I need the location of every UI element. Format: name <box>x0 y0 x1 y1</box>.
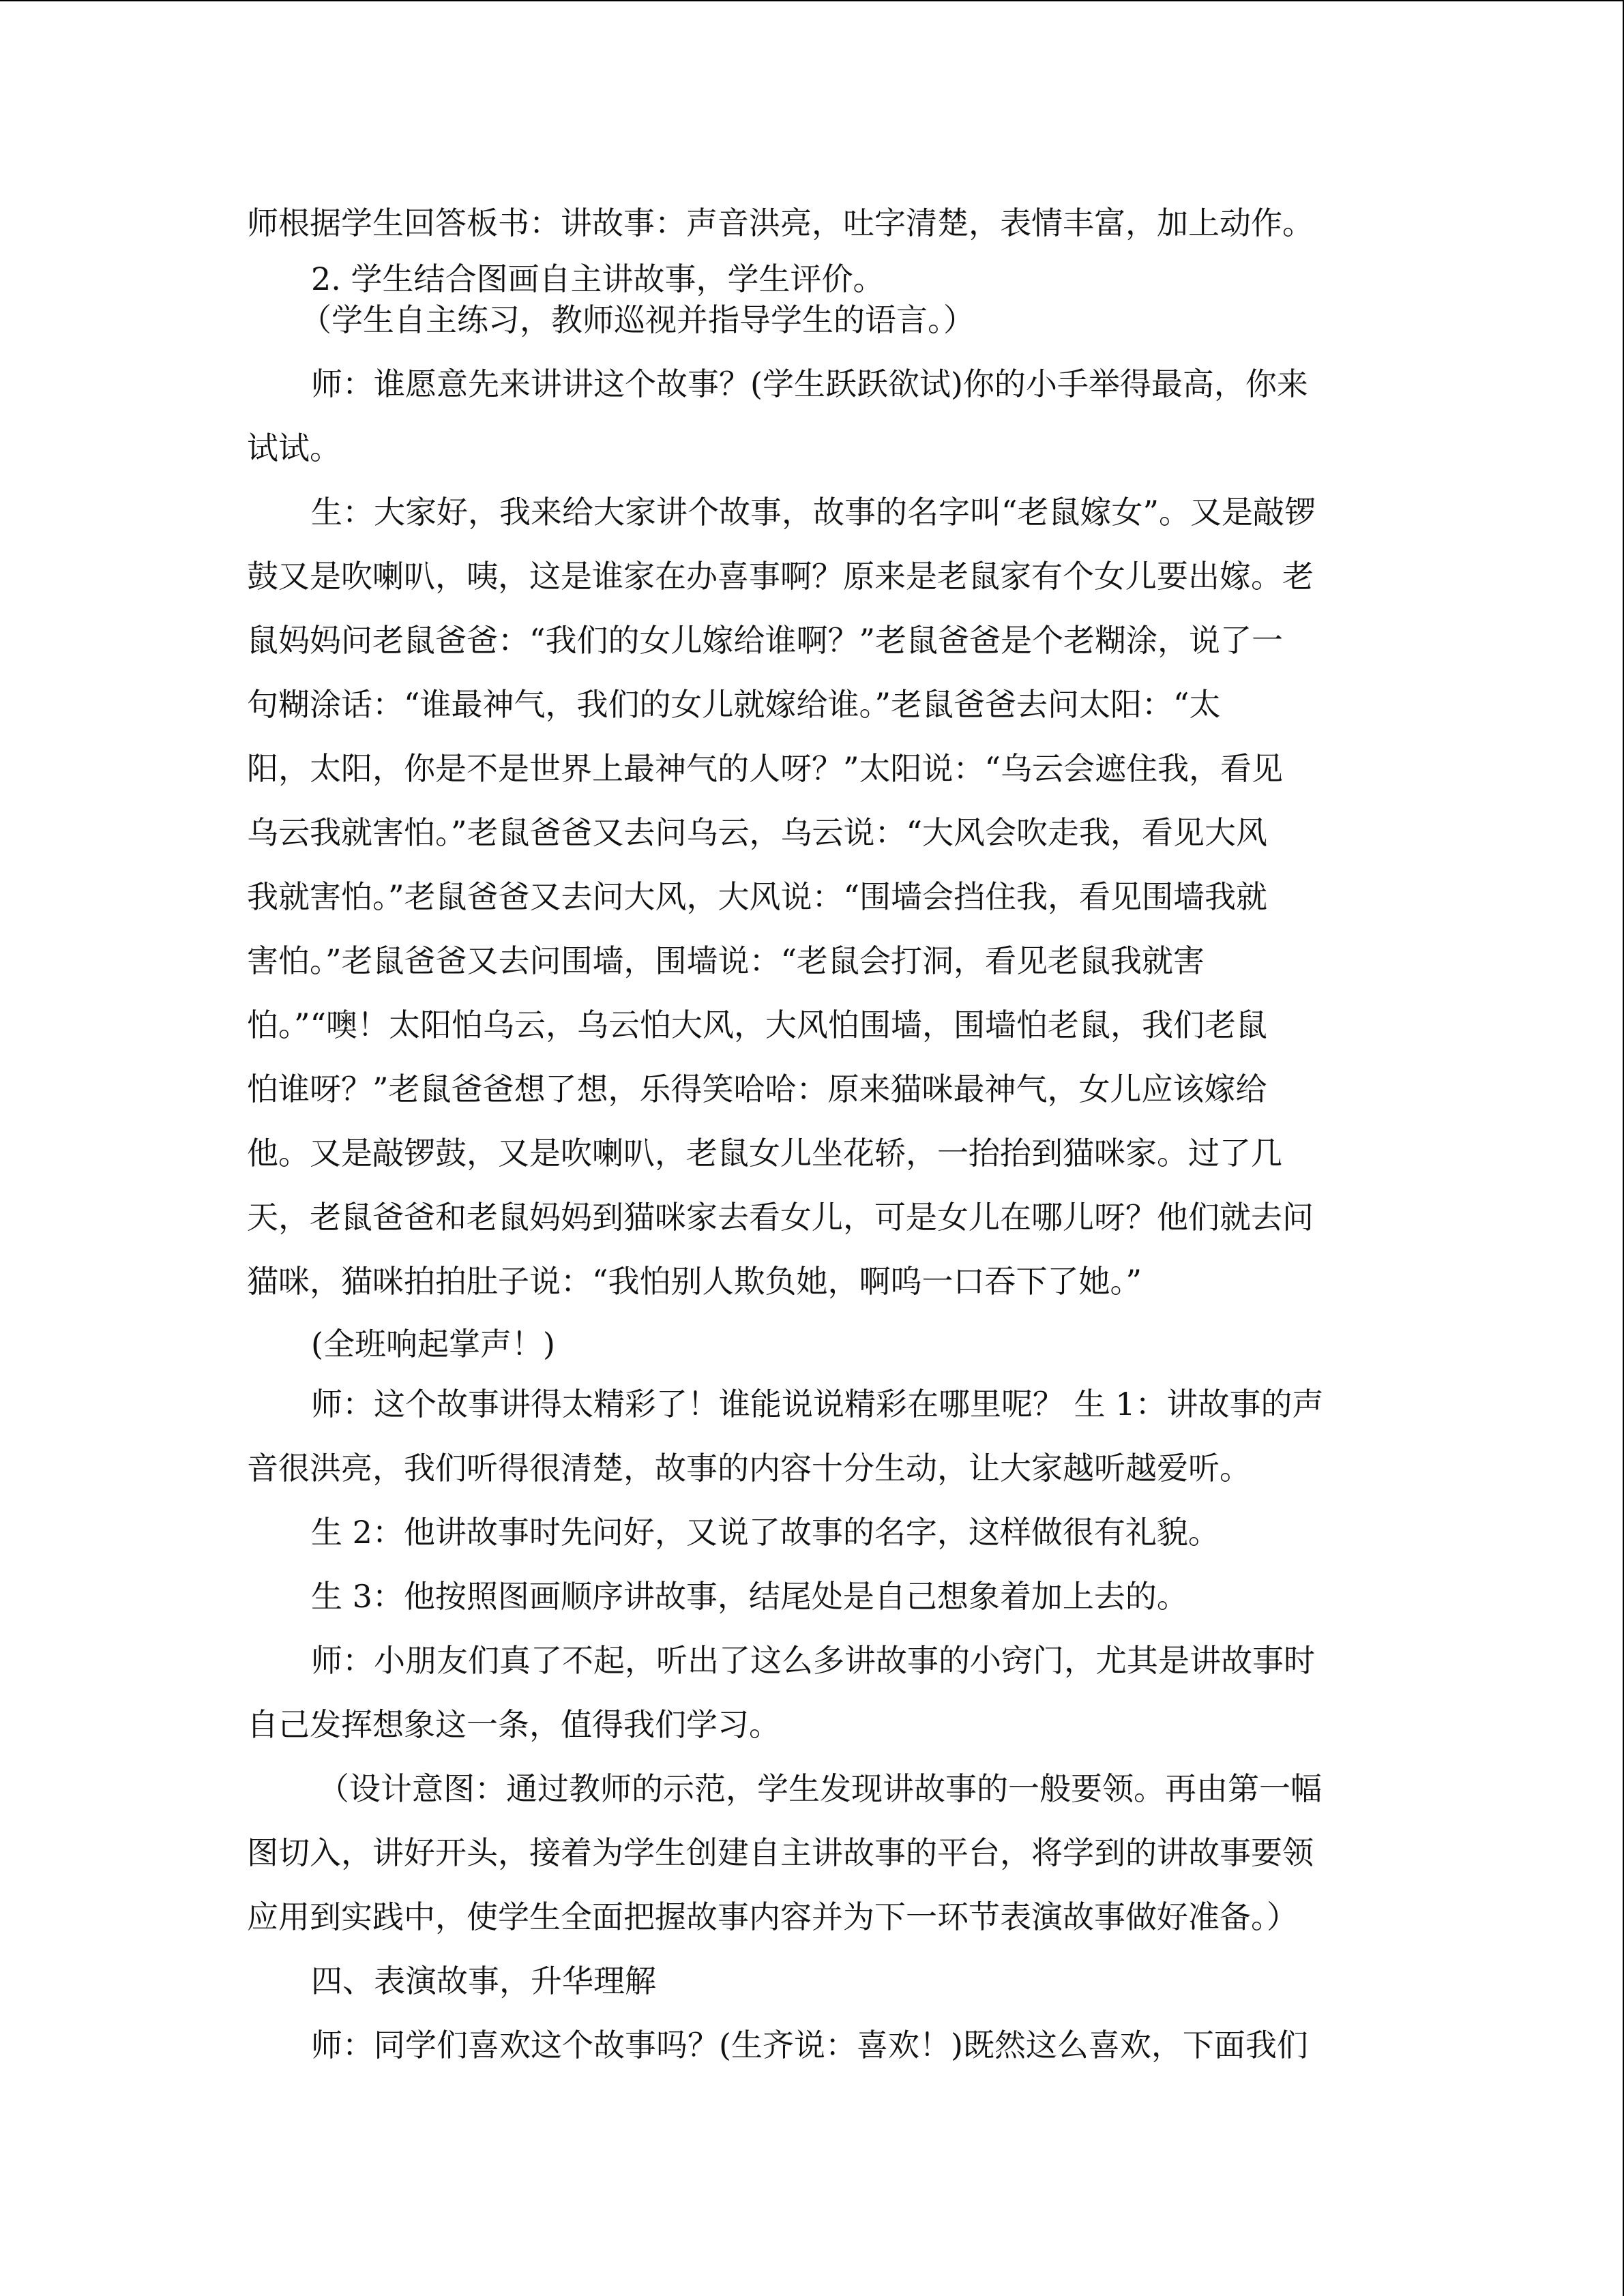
paragraph-line: 试试。 <box>247 430 341 466</box>
paragraph-line: 句糊涂话：“谁最神气，我们的女儿就嫁给谁。”老鼠爸爸去问太阳：“太 <box>247 686 1221 723</box>
paragraph-line: 图切入，讲好开头，接着为学生创建自主讲故事的平台，将学到的讲故事要领 <box>247 1834 1314 1871</box>
paragraph-line: 师根据学生回答板书：讲故事：声音洪亮，吐字清楚，表情丰富，加上动作。 <box>247 205 1314 241</box>
paragraph-line: 音很洪亮，我们听得很清楚，故事的内容十分生动，让大家越听越爱听。 <box>247 1450 1251 1487</box>
paragraph-line: 怕谁呀？”老鼠爸爸想了想，乐得笑哈哈：原来猫咪最神气，女儿应该嫁给 <box>247 1071 1267 1107</box>
paragraph-line: 天，老鼠爸爸和老鼠妈妈到猫咪家去看女儿，可是女儿在哪儿呀？他们就去问 <box>247 1199 1314 1236</box>
paragraph-line: （设计意图：通过教师的示范，学生发现讲故事的一般要领。再由第一幅 <box>318 1770 1322 1807</box>
paragraph-line: 生 2：他讲故事时先问好，又说了故事的名字，这样做很有礼貌。 <box>311 1514 1220 1551</box>
paragraph-line: 怕。”“噢！太阳怕乌云，乌云怕大风，大风怕围墙，围墙怕老鼠，我们老鼠 <box>247 1007 1268 1043</box>
paragraph-line: 2. 学生结合图画自主讲故事，学生评价。 <box>311 260 885 297</box>
paragraph-line: (全班响起掌声！) <box>311 1326 555 1362</box>
paragraph-line: 师：谁愿意先来讲讲这个故事？(学生跃跃欲试)你的小手举得最高，你来 <box>311 366 1308 402</box>
section-heading: 四、表演故事，升华理解 <box>311 1963 656 1999</box>
paragraph-line: 生 3：他按照图画顺序讲故事，结尾处是自己想象着加上去的。 <box>311 1578 1188 1615</box>
paragraph-line: 阳，太阳，你是不是世界上最神气的人呀？”太阳说：“乌云会遮住我，看见 <box>247 750 1284 787</box>
paragraph-line: 师：小朋友们真了不起，听出了这么多讲故事的小窍门，尤其是讲故事时 <box>311 1642 1315 1679</box>
paragraph-line: 自己发挥想象这一条，值得我们学习。 <box>247 1706 780 1743</box>
paragraph-line: （学生自主练习，教师巡视并指导学生的语言。） <box>300 301 975 338</box>
paragraph-line: 乌云我就害怕。”老鼠爸爸又去问乌云，乌云说：“大风会吹走我，看见大风 <box>247 814 1268 851</box>
paragraph-line: 应用到实践中，使学生全面把握故事内容并为下一环节表演故事做好准备。） <box>247 1898 1298 1935</box>
paragraph-line: 我就害怕。”老鼠爸爸又去问大风，大风说：“围墙会挡住我，看见围墙我就 <box>247 878 1268 915</box>
paragraph-line: 鼓又是吹喇叭，咦，这是谁家在办喜事啊？原来是老鼠家有个女儿要出嫁。老 <box>247 558 1314 595</box>
paragraph-line: 师：同学们喜欢这个故事吗？(生齐说：喜欢！)既然这么喜欢，下面我们 <box>311 2027 1308 2063</box>
paragraph-line: 猫咪，猫咪拍拍肚子说：“我怕别人欺负她，啊呜一口吞下了她。” <box>247 1263 1142 1300</box>
paragraph-line: 害怕。”老鼠爸爸又去问围墙，围墙说：“老鼠会打洞，看见老鼠我就害 <box>247 942 1205 979</box>
paragraph-line: 生：大家好，我来给大家讲个故事，故事的名字叫“老鼠嫁女”。又是敲锣 <box>311 494 1316 531</box>
paragraph-line: 鼠妈妈问老鼠爸爸：“我们的女儿嫁给谁啊？”老鼠爸爸是个老糊涂，说了一 <box>247 622 1284 659</box>
paragraph-line: 师：这个故事讲得太精彩了！谁能说说精彩在哪里呢？ 生 1：讲故事的声 <box>311 1386 1324 1422</box>
paragraph-line: 他。又是敲锣鼓，又是吹喇叭，老鼠女儿坐花轿，一抬抬到猫咪家。过了几 <box>247 1135 1282 1172</box>
